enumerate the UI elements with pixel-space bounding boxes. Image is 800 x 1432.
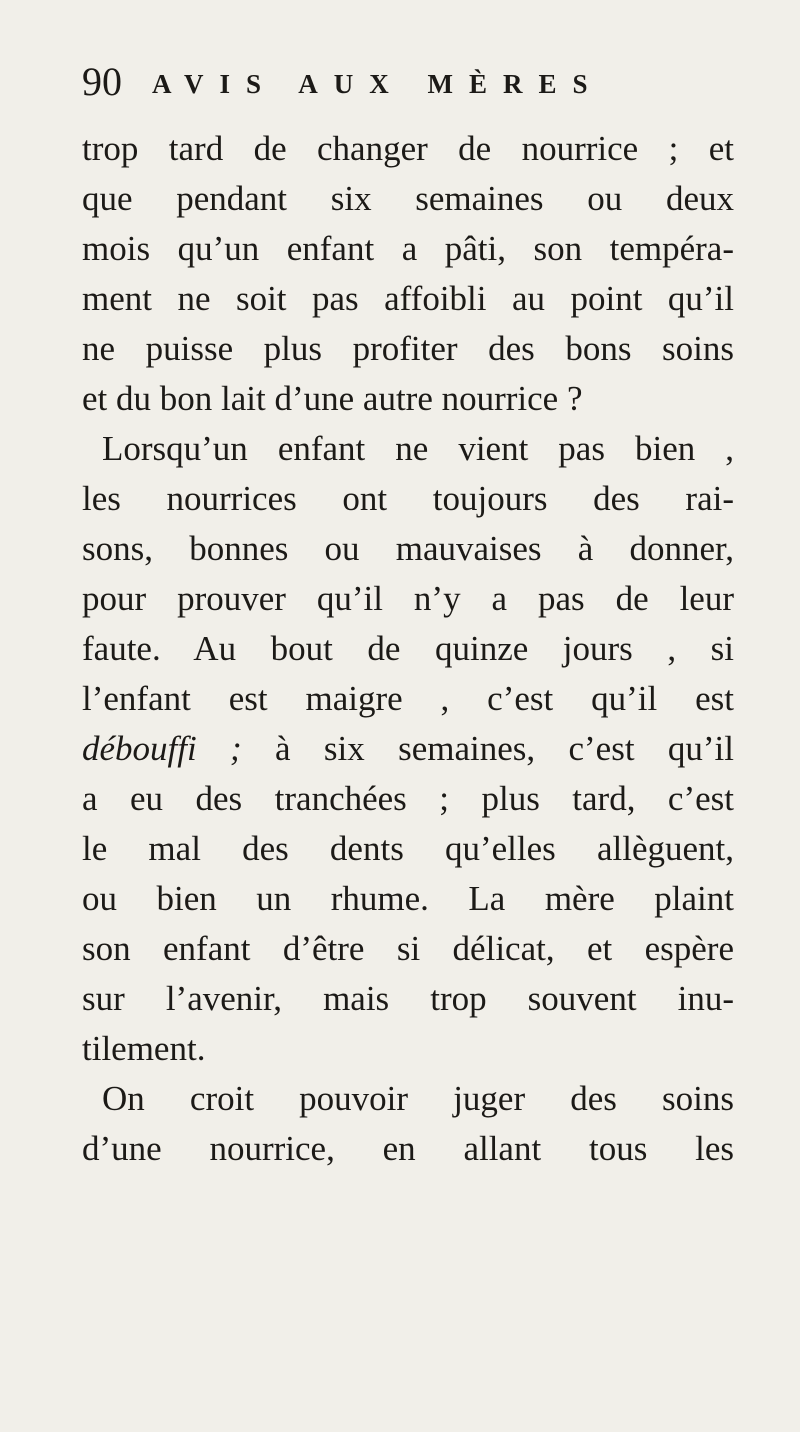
text-line: et du bon lait d’une autre nourrice ? <box>82 379 583 418</box>
text-line: ne puisse plus profiter des bons soins <box>82 329 734 368</box>
running-head <box>82 60 722 104</box>
text-line: a eu des tranchées ; plus tard, c’est <box>82 779 734 818</box>
text-line <box>82 724 734 774</box>
text-line: son enfant d’être si délicat, et espère <box>82 929 734 968</box>
page-number: 90 <box>82 59 122 104</box>
text-line: sur l’avenir, mais trop souvent inu- <box>82 979 734 1018</box>
text-run: à six semaines, c’est qu’il <box>241 729 734 768</box>
text-line: faute. Au bout de quinze jours , si <box>82 629 734 668</box>
body-text <box>82 124 734 1174</box>
text-line: trop tard de changer de nourrice ; et <box>82 129 734 168</box>
text-line: sons, bonnes ou mauvaises à donner, <box>82 529 734 568</box>
text-line: ment ne soit pas affoibli au point qu’il <box>82 279 734 318</box>
text-line: ou bien un rhume. La mère plaint <box>82 879 734 918</box>
paragraph-start-line: Lorsqu’un enfant ne vient pas bien , <box>102 429 734 468</box>
running-title: AVIS AUX MÈRES <box>152 69 604 99</box>
text-line: pour prouver qu’il n’y a pas de leur <box>82 579 734 618</box>
text-line: l’enfant est maigre , c’est qu’il est <box>82 679 734 718</box>
text-line: les nourrices ont toujours des rai- <box>82 479 734 518</box>
italic-word: débouffi ; <box>82 729 242 768</box>
text-line: tilement. <box>82 1029 206 1068</box>
text-line: mois qu’un enfant a pâti, son tempéra- <box>82 229 734 268</box>
text-line: que pendant six semaines ou deux <box>82 179 734 218</box>
text-line: le mal des dents qu’elles allèguent, <box>82 829 734 868</box>
text-line: d’une nourrice, en allant tous les <box>82 1129 734 1168</box>
paragraph-start-line: On croit pouvoir juger des soins <box>102 1079 734 1118</box>
